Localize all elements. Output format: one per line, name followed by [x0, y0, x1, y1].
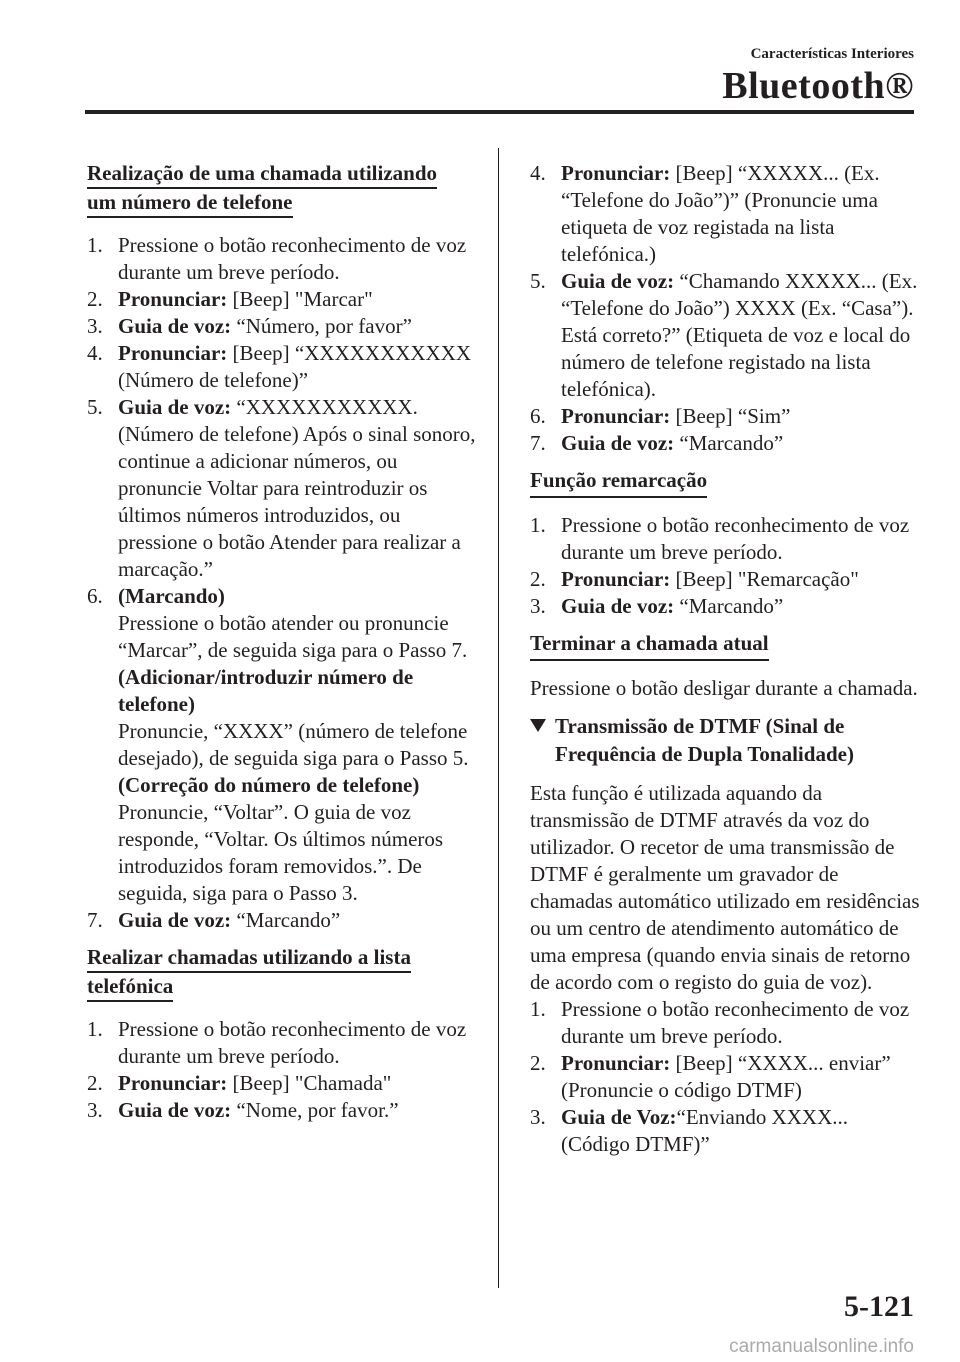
steps-redial — [530, 512, 920, 620]
list-item: 2. Pronunciar: [Beep] “XXXX... enviar” (Pronuncie o código DTMF) — [530, 1051, 891, 1102]
list-item: 2. Pronunciar: [Beep] "Remarcação" — [530, 567, 859, 591]
subsection-heading-dtmf: Transmissão de DTMF (Sinal de Frequência de Dupla Tonalidade) — [530, 712, 920, 768]
end-call-text: Pressione o botão desligar durante a chamada. — [530, 676, 918, 700]
list-item: 3. Guia de voz: “Número, por favor” — [87, 314, 412, 338]
right-column — [530, 160, 920, 1168]
list-item: 5. Guia de voz: “XXXXXXXXXXX. (Número de telefone) Após o sinal sonoro, continue a adicionar números, ou pronuncie Voltar para reintroduzir os últimos números introduzidos, ou pressione o botão Atender para realizar a marcação.” — [87, 395, 476, 581]
section-heading-redial: Função remarcação — [530, 467, 920, 498]
list-item: 5. Guia de voz: “Chamando XXXXX... (Ex. “Telefone do João”) XXXX (Ex. “Casa”). Está correto?” (Etiqueta de voz e local do número de telefone registado na lista telefónica). — [530, 269, 918, 401]
list-item: 1. Pressione o botão reconhecimento de voz durante um breve período. — [87, 1017, 467, 1068]
header-rule — [85, 110, 914, 114]
column-divider — [498, 148, 499, 1288]
section-heading-number-call: Realização de uma chamada utilizando um número de telefone — [87, 160, 477, 218]
dtmf-description: Esta função é utilizada aquando da transmissão de DTMF através da voz do utilizador. O recetor de uma transmissão de DTMF é geralmente um gravador de chamadas automático utilizado em residências ou um centro de atendimento automático de uma empresa (quando envia sinais de retorno de acordo com o registo do guia de voz). — [530, 781, 920, 994]
list-item: 6. Pronunciar: [Beep] “Sim” — [530, 404, 791, 428]
list-item: 1. Pressione o botão reconhecimento de voz durante um breve período. — [87, 233, 467, 284]
page-number: 5-121 — [844, 1290, 914, 1323]
watermark: carmanualsonline.info — [729, 1336, 914, 1357]
list-item: 1. Pressione o botão reconhecimento de voz durante um breve período. — [530, 513, 910, 564]
list-item: 3. Guia de voz: “Marcando” — [530, 594, 784, 618]
list-item: 1. Pressione o botão reconhecimento de voz durante um breve período. — [530, 997, 910, 1048]
list-item: 2. Pronunciar: [Beep] "Chamada" — [87, 1071, 392, 1095]
steps-number-call — [87, 232, 477, 934]
page-title: Bluetooth® — [722, 65, 914, 107]
left-column — [87, 160, 477, 1134]
list-item: 6. (Marcando) Pressione o botão atender ou pronuncie “Marcar”, de seguida siga para o Passo 7. (Adicionar/introduzir número de telefone) Pronuncie, “XXXX” (número de telefone desejado), de seguida siga para o Passo 5. (Correção do número de telefone) Pronuncie, “Voltar”. O guia de voz responde, “Voltar. Os últimos números introduzidos foram removidos.”. De seguida, siga para o Passo 3. — [87, 584, 469, 905]
steps-phonebook-call-continued — [530, 160, 920, 457]
list-item: 7. Guia de voz: “Marcando” — [87, 908, 341, 932]
list-item: 3. Guia de voz: “Nome, por favor.” — [87, 1098, 399, 1122]
list-item: 4. Pronunciar: [Beep] “XXXXXXXXXXX (Número de telefone)” — [87, 341, 472, 392]
list-item: 3. Guia de Voz:“Enviando XXXX... (Código DTMF)” — [530, 1105, 848, 1156]
triangle-marker-icon — [530, 719, 546, 732]
list-item: 7. Guia de voz: “Marcando” — [530, 431, 784, 455]
steps-dtmf — [530, 996, 920, 1158]
list-item: 2. Pronunciar: [Beep] "Marcar" — [87, 287, 373, 311]
section-heading-phonebook-call: Realizar chamadas utilizando a lista telefónica — [87, 944, 477, 1002]
section-heading-end-call: Terminar a chamada atual — [530, 630, 920, 661]
steps-phonebook-call — [87, 1016, 477, 1124]
chapter-label: Características Interiores — [750, 46, 914, 62]
list-item: 4. Pronunciar: [Beep] “XXXXX... (Ex. “Telefone do João”)” (Pronuncie uma etiqueta de voz registada na lista telefónica.) — [530, 161, 880, 266]
